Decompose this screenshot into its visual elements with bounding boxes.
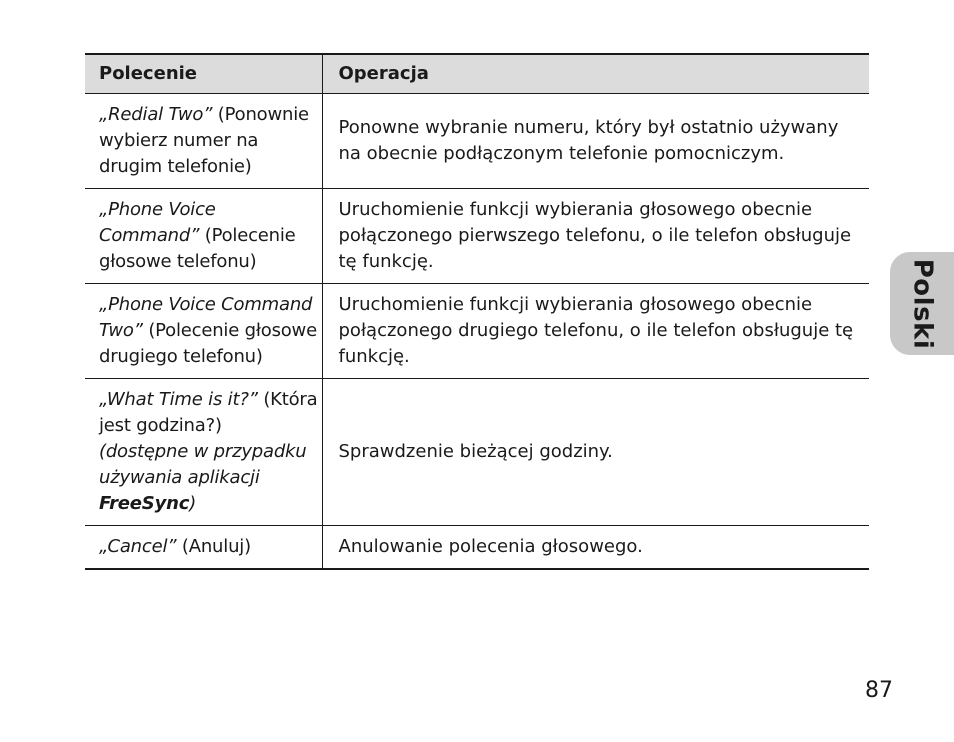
table-row (85, 94, 869, 189)
column-header-command: Polecenie (85, 54, 322, 94)
command-cell (85, 526, 322, 570)
column-header-operation: Operacja (322, 54, 869, 94)
voice-command-table (85, 53, 869, 570)
table-row (85, 284, 869, 379)
command-description: (Polecenie głosowe telefonu) (99, 225, 296, 272)
command-cell (85, 189, 322, 284)
operation-cell: Ponowne wybranie numeru, który był ostatnio używany na obecnie podłączonym telefonie pomocniczym. (322, 94, 869, 189)
table-header-row (85, 54, 869, 94)
note-app-name: FreeSync (99, 493, 190, 514)
command-note (99, 441, 307, 514)
command-description: (Polecenie głosowe drugiego telefonu) (99, 320, 317, 367)
language-tab-label: Polski (907, 258, 938, 349)
command-name: „Phone Voice Command Two” (99, 294, 313, 341)
command-name: „Redial Two” (99, 104, 213, 125)
table-row (85, 189, 869, 284)
language-side-tab (890, 252, 954, 355)
command-cell (85, 284, 322, 379)
table-row (85, 526, 869, 570)
operation-cell: Uruchomienie funkcji wybierania głosowego obecnie połączonego drugiego telefonu, o ile telefon obsługuje tę funkcję. (322, 284, 869, 379)
table-row (85, 379, 869, 526)
command-name: „What Time is it?” (99, 389, 258, 410)
page-number: 87 (865, 678, 893, 703)
command-name: „Cancel” (99, 536, 177, 557)
note-suffix: ) (189, 493, 197, 514)
operation-cell: Sprawdzenie bieżącej godziny. (322, 379, 869, 526)
command-name: „Phone Voice Command” (99, 199, 216, 246)
note-prefix: (dostępne w przypadku używania aplikacji (99, 441, 307, 488)
command-description: (Która jest godzina?) (99, 389, 318, 436)
command-cell (85, 379, 322, 526)
command-cell (85, 94, 322, 189)
operation-cell: Anulowanie polecenia głosowego. (338, 536, 643, 557)
command-description: (Ponownie wybierz numer na drugim telefonie) (99, 104, 309, 177)
operation-cell: Uruchomienie funkcji wybierania głosowego obecnie połączonego pierwszego telefonu, o ile telefon obsługuje tę funkcję. (322, 189, 869, 284)
command-description: (Anuluj) (176, 536, 251, 557)
